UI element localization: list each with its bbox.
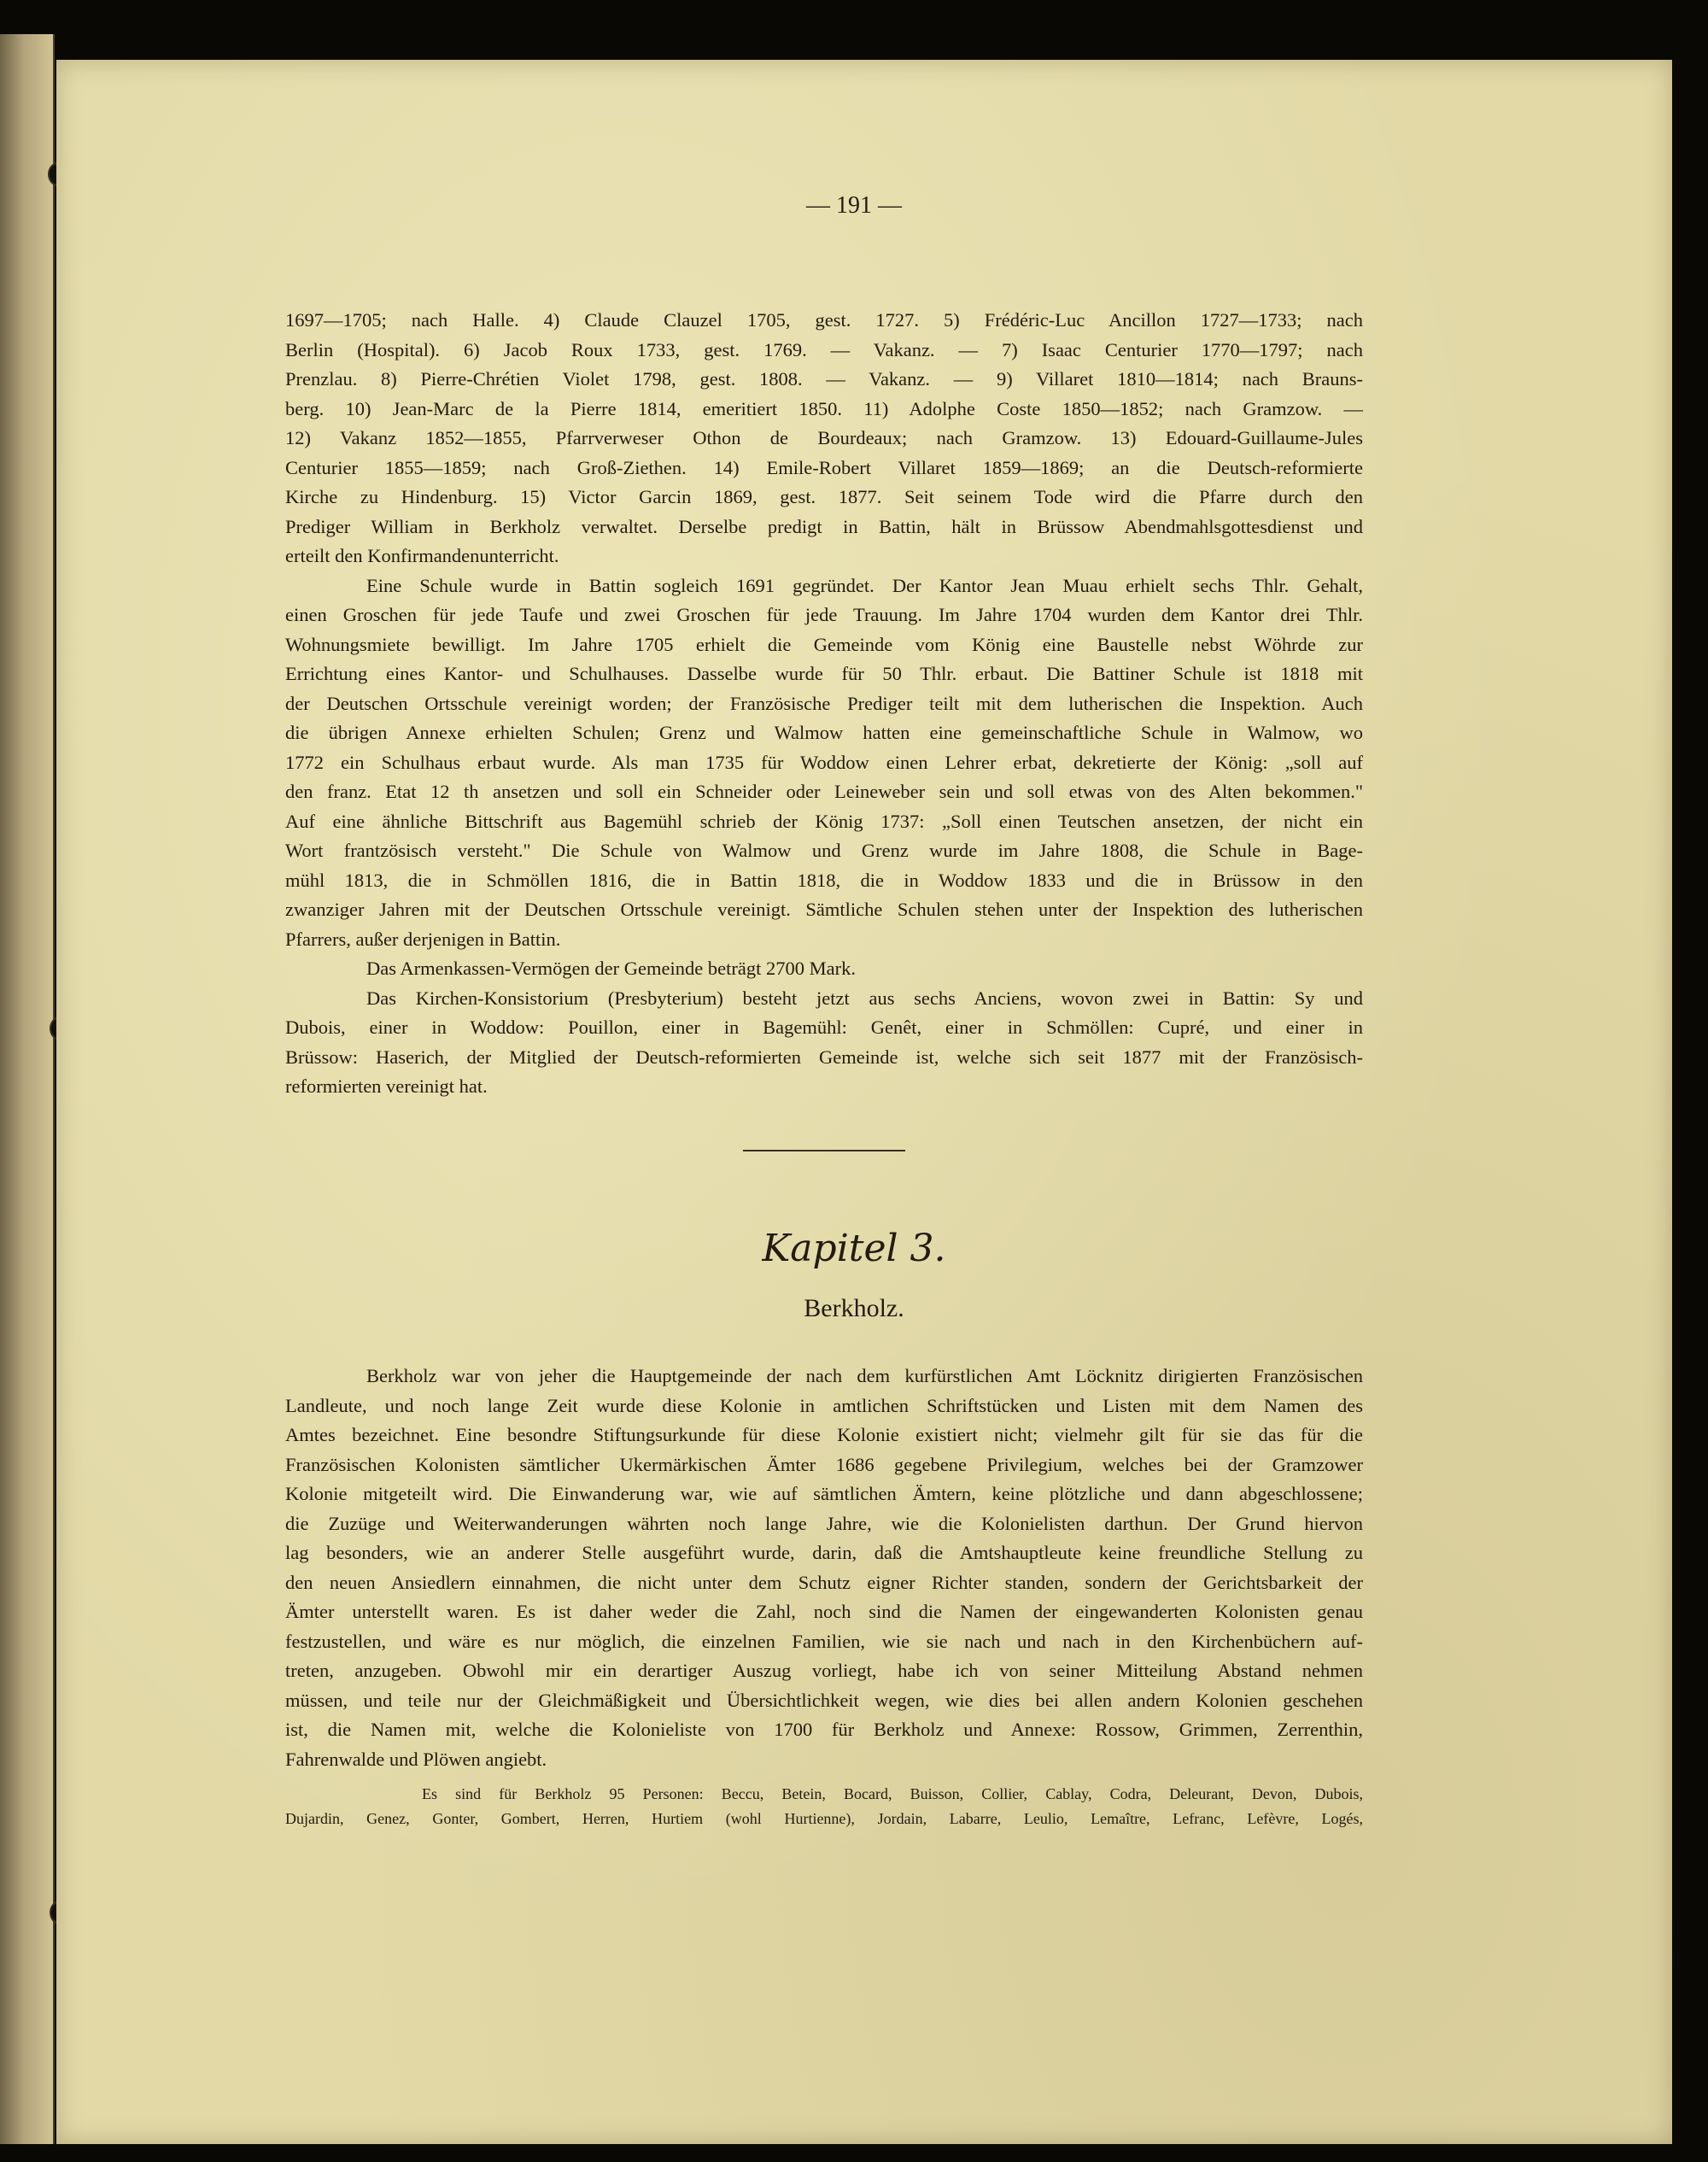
text-line: 1772 ein Schulhaus erbaut wurde. Als man 1735 für Woddow einen Lehrer erbat, dekretierte der König: „soll auf — [285, 751, 1363, 773]
text-line: Wohnungsmiete bewilligt. Im Jahre 1705 erhielt die Gemeinde vom König eine Baustelle nebst Wöhrde zur — [285, 633, 1363, 655]
text-line: Auf eine ähnliche Bittschrift aus Bagemühl schrieb der König 1737: „Soll einen Teutschen ansetzen, der nicht ein — [285, 810, 1363, 832]
text-line: lag besonders, wie an anderer Stelle ausgeführt wurde, darin, daß die Amtshauptleute keine freundliche Stellung zu — [285, 1542, 1363, 1563]
text-line: Amtes bezeichnet. Eine besondre Stiftungsurkunde für diese Kolonie existiert nicht; vielmehr gilt für sie das für die — [285, 1424, 1363, 1445]
pastor-list-paragraph — [285, 306, 1363, 571]
text-line: Centurier 1855—1859; nach Groß-Ziethen. 14) Emile-Robert Villaret 1859—1869; an die Deutsch-reformierte — [285, 456, 1363, 478]
text-line: Eine Schule wurde in Battin sogleich 1691 gegründet. Der Kantor Jean Muau erhielt sechs Thlr. Gehalt, — [366, 574, 1363, 596]
top-text-block — [285, 306, 1363, 1102]
text-line: Berkholz war von jeher die Hauptgemeinde der nach dem kurfürstlichen Amt Löcknitz dirigierten Französischen — [366, 1365, 1363, 1386]
text-line: den franz. Etat 12 th ansetzen und soll ein Schneider oder Leineweber sein und soll etwas von des Alten bekommen." — [285, 781, 1363, 802]
text-line: berg. 10) Jean-Marc de la Pierre 1814, emeritiert 1850. 11) Adolphe Coste 1850—1852; nach Gramzow. — — [285, 397, 1363, 419]
footnote-line: Es sind für Berkholz 95 Personen: Beccu, Betein, Bocard, Buisson, Collier, Cablay, Codra, Deleurant, Devon, Dubois, — [422, 1785, 1363, 1802]
chapter-heading: Kapitel 3. — [762, 1227, 946, 1270]
text-line: festzustellen, und wäre es nur möglich, die einzelnen Familien, wie sie nach und nach in den Kirchenbüchern auf- — [285, 1630, 1363, 1652]
consistory-paragraph — [285, 984, 1363, 1102]
section-divider — [743, 1150, 905, 1151]
text-line: erteilt den Konfirmandenunterricht. — [285, 545, 559, 566]
text-line: der Deutschen Ortsschule vereinigt worden; der Französische Prediger teilt mit dem lutherischen die Inspektion. Auch — [285, 692, 1363, 714]
text-line: mühl 1813, die in Schmöllen 1816, die in Battin 1818, die in Woddow 1833 und die in Brüssow in den — [285, 869, 1363, 891]
text-line: Französischen Kolonisten sämtlicher Ukermärkischen Ämter 1686 gegebene Privilegium, welches bei der Gramzower — [285, 1453, 1363, 1475]
footnote-line: Dujardin, Genez, Gonter, Gombert, Herren, Hurtiem (wohl Hurtienne), Jordain, Labarre, Leulio, Lemaître, Lefranc, Lefèvre, Logés, — [285, 1810, 1363, 1827]
text-line: Pfarrers, außer derjenigen in Battin. — [285, 928, 561, 950]
poor-fund-paragraph — [285, 954, 1363, 984]
text-line: den neuen Ansiedlern einnahmen, die nicht unter dem Schutz eigner Richter standen, sondern der Gerichtsbarkeit der — [285, 1571, 1363, 1593]
text-line: Ämter unterstellt waren. Es ist daher weder die Zahl, noch sind die Namen der eingewanderten Kolonisten genau — [285, 1601, 1363, 1622]
school-paragraph — [285, 571, 1363, 955]
text-line: reformierten vereinigt hat. — [285, 1075, 488, 1097]
page-number: — 191 — — [806, 192, 902, 219]
text-line: Dubois, einer in Woddow: Pouillon, einer in Bagemühl: Genêt, einer in Schmöllen: Cupré, und einer in — [285, 1017, 1363, 1038]
text-line: die Zuzüge und Weiterwanderungen währten noch lange Jahre, wie die Kolonielisten darthun. Der Grund hiervon — [285, 1512, 1363, 1534]
berkholz-paragraph — [285, 1362, 1363, 1774]
text-line: einen Groschen für jede Taufe und zwei Groschen für jede Trauung. Im Jahre 1704 wurden dem Kantor drei Thlr. — [285, 604, 1363, 625]
section-heading: Berkholz. — [804, 1294, 904, 1322]
text-line: Brüssow: Haserich, der Mitglied der Deutsch-reformierten Gemeinde ist, welche sich seit 1877 mit der Französisch- — [285, 1046, 1363, 1068]
text-line: Fahrenwalde und Plöwen angiebt. — [285, 1748, 547, 1770]
text-line: Kolonie mitgeteilt wird. Die Einwanderung war, wie auf sämtlichen Ämtern, keine plötzliche und dann abgeschlossene; — [285, 1483, 1363, 1504]
text-line: die übrigen Annexe erhielten Schulen; Grenz und Walmow hatten eine gemeinschaftliche Schule in Walmow, wo — [285, 722, 1363, 743]
text-line: Kirche zu Hindenburg. 15) Victor Garcin 1869, gest. 1877. Seit seinem Tode wird die Pfarre durch den — [285, 486, 1363, 507]
text-line: Prenzlau. 8) Pierre-Chrétien Violet 1798, gest. 1808. — Vakanz. — 9) Villaret 1810—1814; nach Brauns- — [285, 368, 1363, 390]
text-line: Wort frantzösisch versteht." Die Schule von Walmow und Grenz wurde im Jahre 1808, die Schule in Bage- — [285, 840, 1363, 861]
text-line: treten, anzugeben. Obwohl mir ein derartiger Auszug vorliegt, habe ich von seiner Mitteilung Abstand nehmen — [285, 1660, 1363, 1681]
text-line: Das Kirchen-Konsistorium (Presbyterium) besteht jetzt aus sechs Anciens, wovon zwei in Battin: Sy und — [366, 987, 1363, 1009]
text-line: Errichtung eines Kantor- und Schulhauses. Dasselbe wurde für 50 Thlr. erbaut. Die Battiner Schule ist 1818 mit — [285, 663, 1363, 684]
text-line: Prediger William in Berkholz verwaltet. Derselbe predigt in Battin, hält in Brüssow Abendmahlsgottesdienst und — [285, 515, 1363, 537]
text-line: 1697—1705; nach Halle. 4) Claude Clauzel 1705, gest. 1727. 5) Frédéric-Luc Ancillon 1727—1733; nach — [285, 309, 1363, 331]
colonist-names-footnote — [285, 1782, 1363, 1831]
text-line: 12) Vakanz 1852—1855, Pfarrverweser Othon de Bourdeaux; nach Gramzow. 13) Edouard-Guillaume-Jules — [285, 427, 1363, 448]
text-line: zwanziger Jahren mit der Deutschen Ortsschule vereinigt. Sämtliche Schulen stehen unter der Inspektion des lutherischen — [285, 899, 1363, 920]
text-line: Das Armenkassen-Vermögen der Gemeinde beträgt 2700 Mark. — [366, 958, 856, 979]
text-line: ist, die Namen mit, welche die Kolonieliste von 1700 für Berkholz und Annexe: Rossow, Grimmen, Zerrenthin, — [285, 1719, 1363, 1740]
previous-page-edge — [0, 34, 55, 2144]
text-line: Landleute, und noch lange Zeit wurde diese Kolonie in amtlichen Schriftstücken und Listen mit dem Namen des — [285, 1394, 1363, 1416]
text-line: müssen, und teile nur der Gleichmäßigkeit und Übersichtlichkeit wegen, wie dies bei allen andern Kolonien geschehen — [285, 1689, 1363, 1711]
text-line: Berlin (Hospital). 6) Jacob Roux 1733, gest. 1769. — Vakanz. — 7) Isaac Centurier 1770—1797; nach — [285, 338, 1363, 360]
